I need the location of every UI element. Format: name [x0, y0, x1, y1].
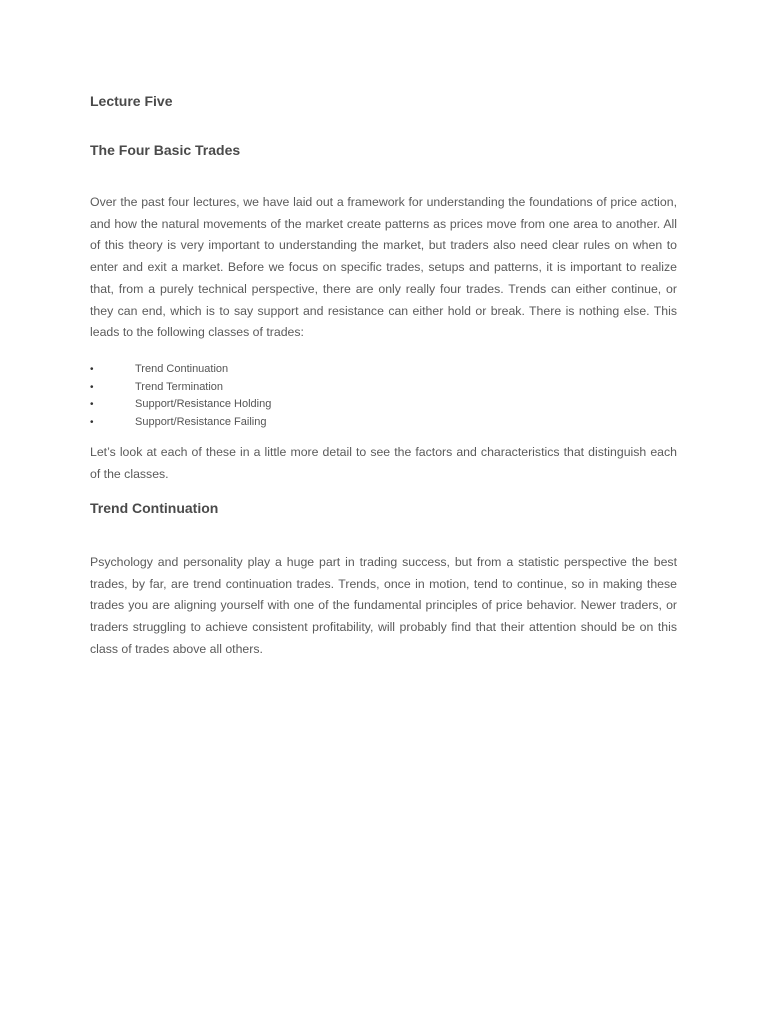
trade-class-label: Trend Termination — [135, 380, 224, 393]
list-item — [90, 379, 677, 397]
lecture-title: Lecture Five — [90, 93, 173, 109]
list-item — [90, 396, 677, 414]
continuation-paragraph: Psychology and personality play a huge part in trading success, but from a statistic perspective the best trades, by far, are trend continuation trades. Trends, once in motion, tend to continue, so in making these trades you are aligning yourself with one of the fundamental principles of price behavior. Newer traders, or traders struggling to achieve consistent profitability, will probably find that their attention should be on this class of trades above all others. — [90, 555, 677, 656]
bullet-icon: • — [90, 364, 94, 375]
bullet-icon: • — [90, 381, 94, 393]
subsection-title: Trend Continuation — [90, 500, 219, 516]
trade-classes-list — [90, 361, 677, 432]
trade-class-label: Trend Continuation — [135, 363, 229, 375]
list-item — [90, 414, 677, 432]
intro-paragraph: Over the past four lectures, we have laid out a framework for understanding the foundations of price action, and how the natural movements of the market create patterns as prices move from one area to another. All of this theory is very important to understanding the market, but traders also need clear rules on when to enter and exit a market. Before we focus on specific trades, setups and patterns, it is important to realize that, from a purely technical perspective, there are only really four trades. Trends can either continue, or they can end, which is to say support and resistance can either hold or break. There is nothing else. This leads to the following classes of trades: — [90, 195, 677, 340]
list-item — [90, 361, 677, 379]
followup-paragraph: Let’s look at each of these in a little more detail to see the factors and characteristics that distinguish each of the classes. — [90, 445, 677, 481]
section-title: The Four Basic Trades — [90, 142, 241, 158]
trade-class-label: Support/Resistance Holding — [135, 398, 272, 411]
bullet-icon: • — [90, 399, 94, 411]
trade-class-label: Support/Resistance Failing — [135, 416, 267, 429]
bullet-icon: • — [90, 417, 94, 429]
